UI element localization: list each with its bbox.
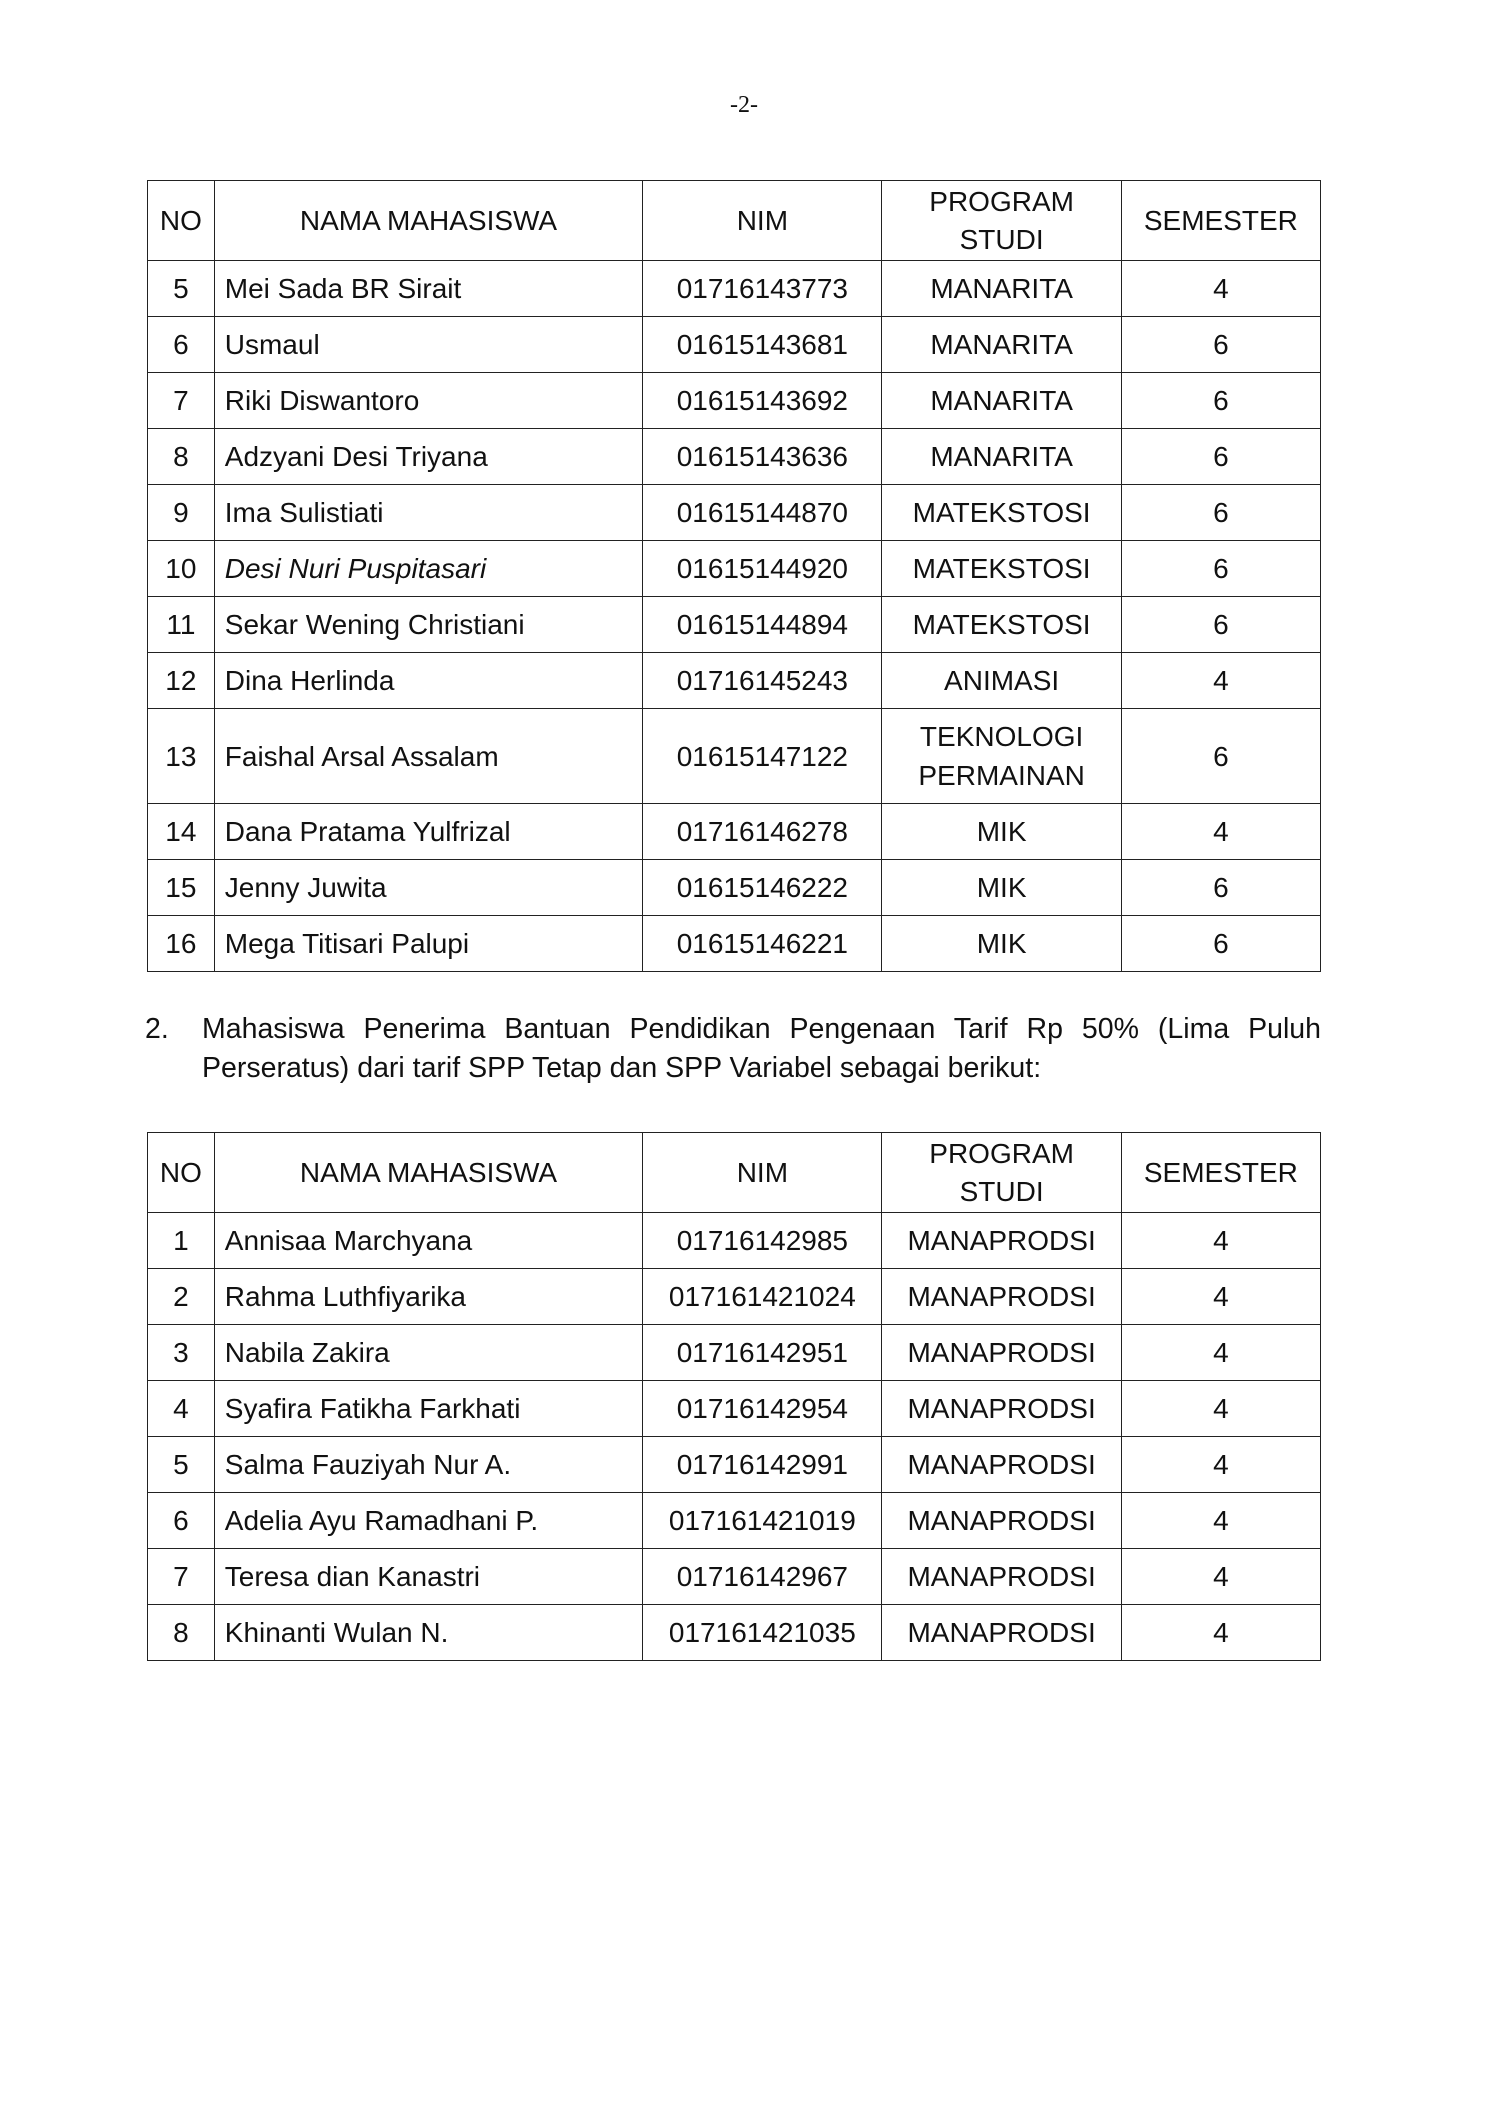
cell-name: Riki Diswantoro [214, 373, 642, 429]
cell-semester: 4 [1121, 1213, 1320, 1269]
page-number: -2- [730, 92, 758, 118]
cell-prodi: MANAPRODSI [882, 1549, 1121, 1605]
table-row [148, 1493, 1321, 1549]
cell-prodi: MIK [882, 916, 1121, 972]
cell-nim: 01716143773 [643, 261, 882, 317]
cell-nim: 017161421019 [643, 1493, 882, 1549]
cell-name: Khinanti Wulan N. [214, 1605, 642, 1661]
cell-prodi: MANAPRODSI [882, 1437, 1121, 1493]
cell-name: Mei Sada BR Sirait [214, 261, 642, 317]
cell-no: 10 [148, 541, 215, 597]
cell-name: Adelia Ayu Ramadhani P. [214, 1493, 642, 1549]
table-row [148, 1325, 1321, 1381]
cell-no: 12 [148, 653, 215, 709]
cell-no: 4 [148, 1381, 215, 1437]
cell-nim: 01716142991 [643, 1437, 882, 1493]
cell-nim: 01615147122 [643, 709, 882, 804]
cell-nim: 01615143636 [643, 429, 882, 485]
cell-semester: 4 [1121, 1605, 1320, 1661]
cell-nim: 01615146221 [643, 916, 882, 972]
cell-prodi: MIK [882, 860, 1121, 916]
cell-prodi-line2: PERMAINAN [918, 760, 1085, 791]
cell-name: Rahma Luthfiyarika [214, 1269, 642, 1325]
cell-semester: 4 [1121, 1269, 1320, 1325]
cell-semester: 6 [1121, 860, 1320, 916]
table-row [148, 1605, 1321, 1661]
section-2-paragraph [145, 1010, 1321, 1088]
cell-no: 1 [148, 1213, 215, 1269]
table-row [148, 317, 1321, 373]
cell-prodi: MIK [882, 804, 1121, 860]
header-prodi-line1: PROGRAM [929, 185, 1074, 217]
header-semester: SEMESTER [1121, 1133, 1320, 1213]
cell-name: Dina Herlinda [214, 653, 642, 709]
cell-semester: 4 [1121, 1381, 1320, 1437]
cell-prodi: MANAPRODSI [882, 1493, 1121, 1549]
table-row [148, 429, 1321, 485]
cell-nim: 017161421024 [643, 1269, 882, 1325]
student-table-2 [147, 1132, 1321, 1661]
cell-name: Ima Sulistiati [214, 485, 642, 541]
cell-nim: 01716142985 [643, 1213, 882, 1269]
cell-prodi: MANAPRODSI [882, 1325, 1121, 1381]
table-header-row [148, 181, 1321, 261]
cell-nim: 01615143692 [643, 373, 882, 429]
cell-name: Nabila Zakira [214, 1325, 642, 1381]
cell-no: 6 [148, 1493, 215, 1549]
cell-nim: 01716146278 [643, 804, 882, 860]
cell-name: Syafira Fatikha Farkhati [214, 1381, 642, 1437]
cell-name: Desi Nuri Puspitasari [214, 541, 642, 597]
cell-no: 7 [148, 373, 215, 429]
cell-name: Teresa dian Kanastri [214, 1549, 642, 1605]
cell-semester: 4 [1121, 1549, 1320, 1605]
cell-semester: 6 [1121, 373, 1320, 429]
cell-name: Annisaa Marchyana [214, 1213, 642, 1269]
table-row [148, 1437, 1321, 1493]
header-prodi [882, 1133, 1121, 1213]
cell-no: 3 [148, 1325, 215, 1381]
cell-semester: 4 [1121, 261, 1320, 317]
cell-nim: 01716142951 [643, 1325, 882, 1381]
cell-no: 8 [148, 429, 215, 485]
section-2-number: 2. [145, 1013, 169, 1045]
cell-name: Mega Titisari Palupi [214, 916, 642, 972]
cell-nim: 01615143681 [643, 317, 882, 373]
table-row [148, 1269, 1321, 1325]
cell-nim: 01716142954 [643, 1381, 882, 1437]
header-prodi-line2: STUDI [959, 1175, 1044, 1207]
table-row [148, 860, 1321, 916]
cell-prodi: MANARITA [882, 429, 1121, 485]
cell-semester: 6 [1121, 709, 1320, 804]
header-nim: NIM [643, 1133, 882, 1213]
header-prodi [882, 181, 1121, 261]
cell-prodi: MANAPRODSI [882, 1269, 1121, 1325]
cell-semester: 6 [1121, 317, 1320, 373]
cell-no: 7 [148, 1549, 215, 1605]
cell-no: 11 [148, 597, 215, 653]
table-row [148, 373, 1321, 429]
table-header-row [148, 1133, 1321, 1213]
table-row [148, 1381, 1321, 1437]
cell-no: 16 [148, 916, 215, 972]
cell-prodi: MANARITA [882, 373, 1121, 429]
student-table-1 [147, 180, 1321, 972]
header-nim: NIM [643, 181, 882, 261]
cell-semester: 4 [1121, 653, 1320, 709]
cell-semester: 6 [1121, 485, 1320, 541]
header-name: NAMA MAHASISWA [214, 181, 642, 261]
cell-semester: 4 [1121, 804, 1320, 860]
cell-semester: 4 [1121, 1493, 1320, 1549]
cell-nim: 01615144894 [643, 597, 882, 653]
cell-name: Faishal Arsal Assalam [214, 709, 642, 804]
table-row [148, 1213, 1321, 1269]
table-row [148, 653, 1321, 709]
cell-no: 6 [148, 317, 215, 373]
cell-prodi: MATEKSTOSI [882, 541, 1121, 597]
cell-prodi: MANAPRODSI [882, 1605, 1121, 1661]
cell-no: 9 [148, 485, 215, 541]
table-row [148, 804, 1321, 860]
cell-no: 14 [148, 804, 215, 860]
cell-no: 5 [148, 261, 215, 317]
cell-semester: 6 [1121, 916, 1320, 972]
cell-nim: 01615144920 [643, 541, 882, 597]
cell-no: 15 [148, 860, 215, 916]
cell-nim: 01615146222 [643, 860, 882, 916]
cell-name: Dana Pratama Yulfrizal [214, 804, 642, 860]
header-prodi-line1: PROGRAM [929, 1137, 1074, 1169]
cell-semester: 4 [1121, 1437, 1320, 1493]
cell-prodi: ANIMASI [882, 653, 1121, 709]
cell-prodi: MANAPRODSI [882, 1213, 1121, 1269]
table-row [148, 1549, 1321, 1605]
cell-name: Adzyani Desi Triyana [214, 429, 642, 485]
cell-semester: 4 [1121, 1325, 1320, 1381]
table-row [148, 485, 1321, 541]
cell-nim: 01615144870 [643, 485, 882, 541]
cell-nim: 017161421035 [643, 1605, 882, 1661]
cell-prodi [882, 709, 1121, 804]
table-row [148, 541, 1321, 597]
header-prodi-line2: STUDI [959, 223, 1044, 255]
header-name: NAMA MAHASISWA [214, 1133, 642, 1213]
header-semester: SEMESTER [1121, 181, 1320, 261]
cell-no: 13 [148, 709, 215, 804]
cell-semester: 6 [1121, 429, 1320, 485]
cell-name: Sekar Wening Christiani [214, 597, 642, 653]
cell-prodi: MATEKSTOSI [882, 597, 1121, 653]
cell-prodi-line1: TEKNOLOGI [919, 721, 1084, 752]
cell-prodi: MATEKSTOSI [882, 485, 1121, 541]
table-row [148, 709, 1321, 804]
cell-nim: 01716145243 [643, 653, 882, 709]
cell-no: 8 [148, 1605, 215, 1661]
cell-name: Salma Fauziyah Nur A. [214, 1437, 642, 1493]
header-no: NO [148, 1133, 215, 1213]
cell-no: 5 [148, 1437, 215, 1493]
table-row [148, 261, 1321, 317]
table-row [148, 597, 1321, 653]
section-2-text: Mahasiswa Penerima Bantuan Pendidikan Pengenaan Tarif Rp 50% (Lima Puluh Perseratus) dari tarif SPP Tetap dan SPP Variabel sebagai berikut: [202, 1013, 1321, 1084]
cell-prodi: MANAPRODSI [882, 1381, 1121, 1437]
cell-name: Usmaul [214, 317, 642, 373]
cell-no: 2 [148, 1269, 215, 1325]
cell-semester: 6 [1121, 597, 1320, 653]
cell-semester: 6 [1121, 541, 1320, 597]
header-no: NO [148, 181, 215, 261]
cell-name: Jenny Juwita [214, 860, 642, 916]
cell-prodi: MANARITA [882, 261, 1121, 317]
cell-prodi: MANARITA [882, 317, 1121, 373]
table-row [148, 916, 1321, 972]
cell-nim: 01716142967 [643, 1549, 882, 1605]
